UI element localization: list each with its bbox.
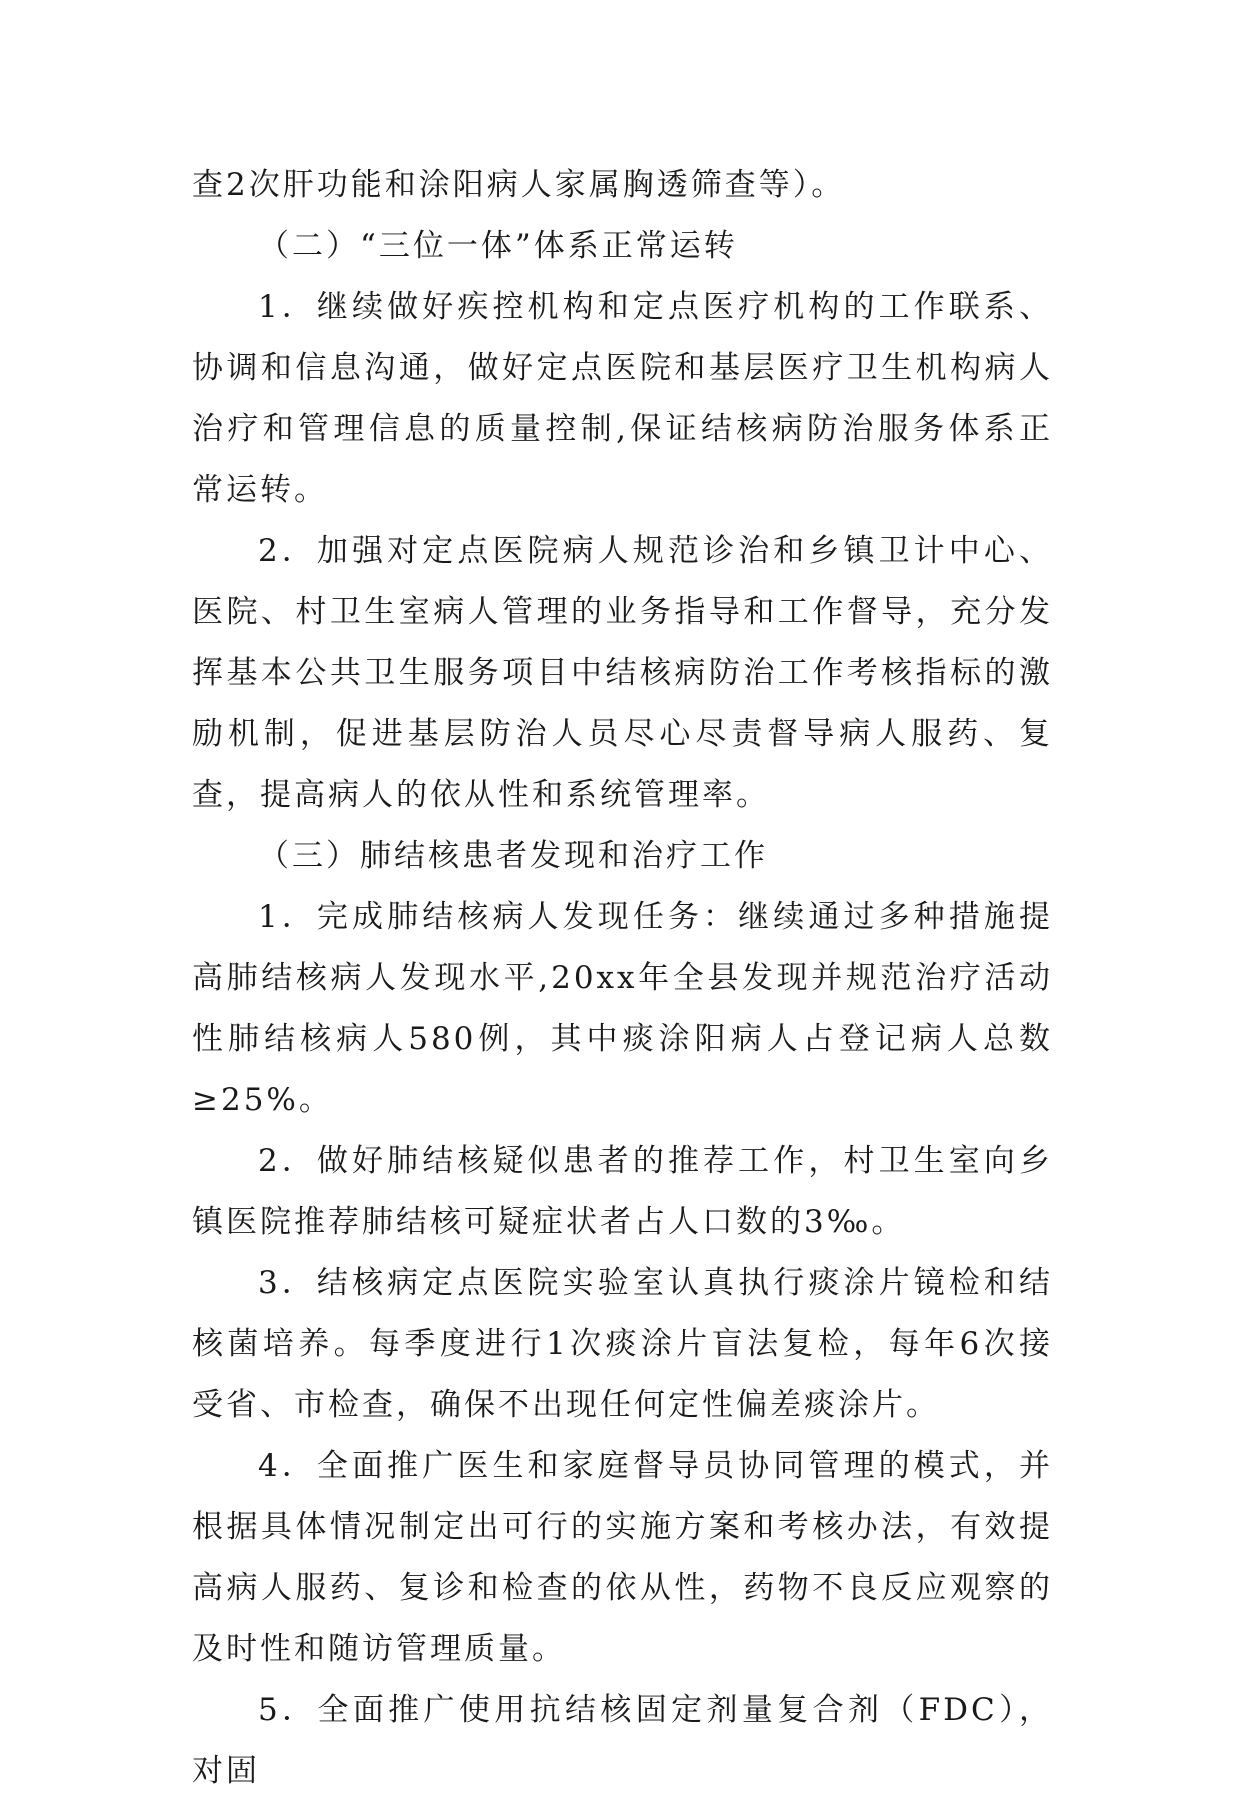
section-heading-three: （三）肺结核患者发现和治疗工作 xyxy=(258,838,768,874)
list-item: 2．做好肺结核疑似患者的推荐工作，村卫生室向乡镇医院推荐肺结核可疑症状者占人口数的3‰。 xyxy=(192,1143,1053,1240)
paragraph-continuation: 查2次肝功能和涂阳病人家属胸透筛查等）。 xyxy=(192,167,846,203)
document-body xyxy=(192,155,1053,1802)
section-heading-two: （二）“三位一体”体系正常运转 xyxy=(258,228,738,264)
list-item: 1．继续做好疾控机构和定点医疗机构的工作联系、协调和信息沟通，做好定点医院和基层医疗卫生机构病人治疗和管理信息的质量控制,保证结核病防治服务体系正常运转。 xyxy=(192,289,1053,508)
list-item: 4．全面推广医生和家庭督导员协同管理的模式，并根据具体情况制定出可行的实施方案和考核办法，有效提高病人服药、复诊和检查的依从性，药物不良反应观察的及时性和随访管理质量。 xyxy=(192,1448,1053,1667)
list-item: 1．完成肺结核病人发现任务：继续通过多种措施提高肺结核病人发现水平,20xx年全县发现并规范治疗活动性肺结核病人580例，其中痰涂阳病人占登记病人总数≥25%。 xyxy=(192,899,1053,1118)
list-item: 2．加强对定点医院病人规范诊治和乡镇卫计中心、医院、村卫生室病人管理的业务指导和工作督导，充分发挥基本公共卫生服务项目中结核病防治工作考核指标的激励机制，促进基层防治人员尽心尽责督导病人服药、复查，提高病人的依从性和系统管理率。 xyxy=(192,533,1053,813)
list-item: 3．结核病定点医院实验室认真执行痰涂片镜检和结核菌培养。每季度进行1次痰涂片盲法复检，每年6次接受省、市检查，确保不出现任何定性偏差痰涂片。 xyxy=(192,1265,1053,1423)
list-item: 5．全面推广使用抗结核固定剂量复合剂（FDC），对固 xyxy=(192,1692,1053,1789)
